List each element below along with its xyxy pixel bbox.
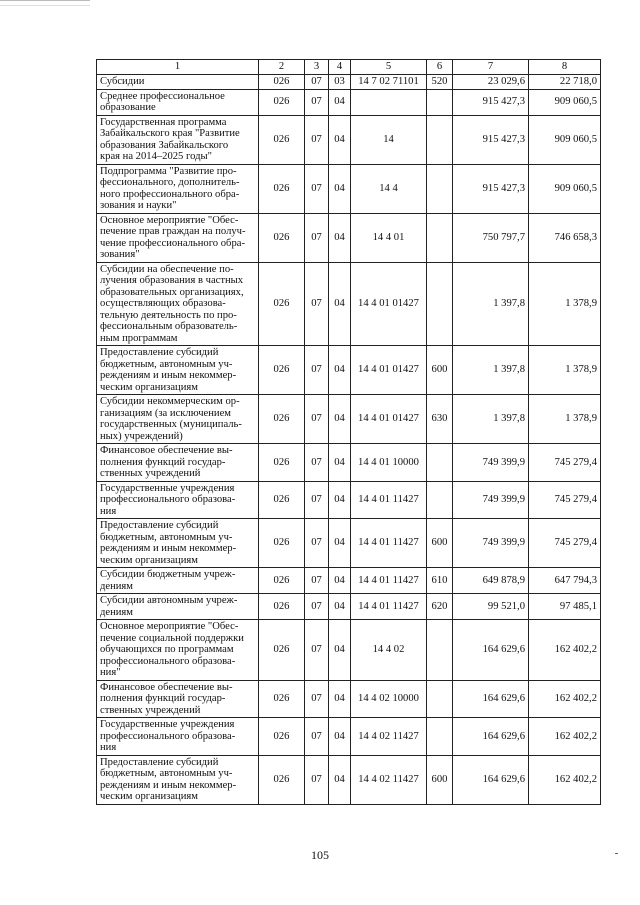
amount-year-2-cell: 1 378,9 bbox=[529, 395, 601, 444]
amount-year-1-cell: 915 427,3 bbox=[453, 115, 529, 164]
subsection-cell: 04 bbox=[329, 594, 351, 620]
expense-type-cell: 610 bbox=[427, 568, 453, 594]
subsection-cell: 04 bbox=[329, 680, 351, 718]
row-name-cell: Государственная программа Забайкальского края "Развитие образования Забайкальского края на 2014–2025 годы" bbox=[97, 115, 259, 164]
expense-type-cell bbox=[427, 620, 453, 681]
admin-code-cell: 026 bbox=[259, 519, 305, 568]
subsection-cell: 04 bbox=[329, 444, 351, 482]
section-cell: 07 bbox=[305, 395, 329, 444]
table-row bbox=[97, 262, 601, 346]
admin-code-cell: 026 bbox=[259, 481, 305, 519]
row-name-cell: Государственные учреждения профессионального образова- ния bbox=[97, 481, 259, 519]
header-row bbox=[97, 60, 601, 75]
amount-year-1-cell: 164 629,6 bbox=[453, 680, 529, 718]
subsection-cell: 04 bbox=[329, 89, 351, 115]
amount-year-2-cell: 162 402,2 bbox=[529, 620, 601, 681]
row-name-cell: Субсидии бюджетным учреж- дениям bbox=[97, 568, 259, 594]
expense-type-cell bbox=[427, 164, 453, 213]
admin-code-cell: 026 bbox=[259, 115, 305, 164]
row-name-cell: Основное мероприятие "Обес- печение социальной поддержки обучающихся по программам профессионального образова- ния" bbox=[97, 620, 259, 681]
header-cell: 4 bbox=[329, 60, 351, 75]
table-row bbox=[97, 75, 601, 90]
table-row bbox=[97, 568, 601, 594]
scan-speck bbox=[615, 853, 618, 854]
header-cell: 6 bbox=[427, 60, 453, 75]
target-article-cell: 14 4 01 10000 bbox=[351, 444, 427, 482]
table-row bbox=[97, 680, 601, 718]
section-cell: 07 bbox=[305, 213, 329, 262]
table-row bbox=[97, 346, 601, 395]
amount-year-1-cell: 649 878,9 bbox=[453, 568, 529, 594]
section-cell: 07 bbox=[305, 444, 329, 482]
amount-year-2-cell: 22 718,0 bbox=[529, 75, 601, 90]
amount-year-1-cell: 99 521,0 bbox=[453, 594, 529, 620]
row-name-cell: Финансовое обеспечение вы- полнения функций государ- ственных учреждений bbox=[97, 680, 259, 718]
subsection-cell: 04 bbox=[329, 213, 351, 262]
row-name-cell: Основное мероприятие "Обес- печение прав граждан на получ- чение профессионального обра- зования" bbox=[97, 213, 259, 262]
expense-type-cell bbox=[427, 89, 453, 115]
expense-type-cell: 600 bbox=[427, 755, 453, 804]
subsection-cell: 04 bbox=[329, 481, 351, 519]
expense-type-cell: 620 bbox=[427, 594, 453, 620]
amount-year-2-cell: 1 378,9 bbox=[529, 262, 601, 346]
amount-year-2-cell: 909 060,5 bbox=[529, 89, 601, 115]
target-article-cell: 14 4 01 11427 bbox=[351, 519, 427, 568]
amount-year-1-cell: 749 399,9 bbox=[453, 444, 529, 482]
expense-type-cell: 520 bbox=[427, 75, 453, 90]
target-article-cell bbox=[351, 89, 427, 115]
amount-year-1-cell: 164 629,6 bbox=[453, 718, 529, 756]
target-article-cell: 14 4 02 bbox=[351, 620, 427, 681]
expense-type-cell bbox=[427, 115, 453, 164]
amount-year-2-cell: 909 060,5 bbox=[529, 115, 601, 164]
table-row bbox=[97, 718, 601, 756]
section-cell: 07 bbox=[305, 620, 329, 681]
amount-year-1-cell: 1 397,8 bbox=[453, 346, 529, 395]
target-article-cell: 14 4 01 11427 bbox=[351, 481, 427, 519]
amount-year-1-cell: 915 427,3 bbox=[453, 164, 529, 213]
subsection-cell: 04 bbox=[329, 755, 351, 804]
target-article-cell: 14 4 02 11427 bbox=[351, 755, 427, 804]
amount-year-1-cell: 750 797,7 bbox=[453, 213, 529, 262]
amount-year-2-cell: 1 378,9 bbox=[529, 346, 601, 395]
table-row bbox=[97, 620, 601, 681]
header-cell: 7 bbox=[453, 60, 529, 75]
amount-year-2-cell: 162 402,2 bbox=[529, 718, 601, 756]
section-cell: 07 bbox=[305, 680, 329, 718]
admin-code-cell: 026 bbox=[259, 444, 305, 482]
expense-type-cell bbox=[427, 680, 453, 718]
row-name-cell: Субсидии на обеспечение по- лучения образования в частных образовательных организациях, осуществляющих образова- тельную деятельность по про- фессиональным образователь- ным программам bbox=[97, 262, 259, 346]
subsection-cell: 04 bbox=[329, 718, 351, 756]
table-row bbox=[97, 481, 601, 519]
header-cell: 2 bbox=[259, 60, 305, 75]
target-article-cell: 14 4 01 11427 bbox=[351, 568, 427, 594]
section-cell: 07 bbox=[305, 346, 329, 395]
table-row bbox=[97, 89, 601, 115]
subsection-cell: 04 bbox=[329, 395, 351, 444]
subsection-cell: 04 bbox=[329, 164, 351, 213]
expense-type-cell bbox=[427, 444, 453, 482]
admin-code-cell: 026 bbox=[259, 89, 305, 115]
expense-type-cell bbox=[427, 481, 453, 519]
subsection-cell: 04 bbox=[329, 115, 351, 164]
amount-year-2-cell: 745 279,4 bbox=[529, 481, 601, 519]
subsection-cell: 04 bbox=[329, 568, 351, 594]
target-article-cell: 14 4 02 10000 bbox=[351, 680, 427, 718]
section-cell: 07 bbox=[305, 755, 329, 804]
table-row bbox=[97, 164, 601, 213]
amount-year-1-cell: 1 397,8 bbox=[453, 395, 529, 444]
amount-year-1-cell: 915 427,3 bbox=[453, 89, 529, 115]
admin-code-cell: 026 bbox=[259, 568, 305, 594]
amount-year-1-cell: 749 399,9 bbox=[453, 519, 529, 568]
target-article-cell: 14 4 bbox=[351, 164, 427, 213]
expense-type-cell: 630 bbox=[427, 395, 453, 444]
section-cell: 07 bbox=[305, 164, 329, 213]
header-cell: 1 bbox=[97, 60, 259, 75]
expense-type-cell bbox=[427, 262, 453, 346]
row-name-cell: Субсидии некоммерческим ор- ганизациям (за исключением государственных (муниципаль- ных) учреждений) bbox=[97, 395, 259, 444]
admin-code-cell: 026 bbox=[259, 594, 305, 620]
header-cell: 8 bbox=[529, 60, 601, 75]
page-number: 105 bbox=[311, 848, 329, 862]
target-article-cell: 14 4 01 01427 bbox=[351, 395, 427, 444]
admin-code-cell: 026 bbox=[259, 620, 305, 681]
subsection-cell: 04 bbox=[329, 620, 351, 681]
table-row bbox=[97, 213, 601, 262]
amount-year-1-cell: 164 629,6 bbox=[453, 620, 529, 681]
amount-year-2-cell: 745 279,4 bbox=[529, 519, 601, 568]
header-cell: 5 bbox=[351, 60, 427, 75]
amount-year-2-cell: 746 658,3 bbox=[529, 213, 601, 262]
admin-code-cell: 026 bbox=[259, 164, 305, 213]
table-row bbox=[97, 444, 601, 482]
target-article-cell: 14 7 02 71101 bbox=[351, 75, 427, 90]
row-name-cell: Государственные учреждения профессионального образова- ния bbox=[97, 718, 259, 756]
row-name-cell: Подпрограмма "Развитие про- фессионального, дополнитель- ного профессионального обра- зования и науки" bbox=[97, 164, 259, 213]
amount-year-1-cell: 749 399,9 bbox=[453, 481, 529, 519]
admin-code-cell: 026 bbox=[259, 75, 305, 90]
section-cell: 07 bbox=[305, 568, 329, 594]
row-name-cell: Предоставление субсидий бюджетным, автономным уч- реждениям и иным некоммер- ческим организациям bbox=[97, 755, 259, 804]
row-name-cell: Предоставление субсидий бюджетным, автономным уч- реждениям и иным некоммер- ческим организациям bbox=[97, 519, 259, 568]
amount-year-1-cell: 1 397,8 bbox=[453, 262, 529, 346]
target-article-cell: 14 4 02 11427 bbox=[351, 718, 427, 756]
section-cell: 07 bbox=[305, 718, 329, 756]
amount-year-1-cell: 23 029,6 bbox=[453, 75, 529, 90]
row-name-cell: Среднее профессиональное образование bbox=[97, 89, 259, 115]
target-article-cell: 14 4 01 01427 bbox=[351, 262, 427, 346]
amount-year-2-cell: 909 060,5 bbox=[529, 164, 601, 213]
section-cell: 07 bbox=[305, 481, 329, 519]
amount-year-1-cell: 164 629,6 bbox=[453, 755, 529, 804]
section-cell: 07 bbox=[305, 262, 329, 346]
expense-type-cell: 600 bbox=[427, 346, 453, 395]
table-row bbox=[97, 395, 601, 444]
expense-type-cell: 600 bbox=[427, 519, 453, 568]
subsection-cell: 04 bbox=[329, 519, 351, 568]
admin-code-cell: 026 bbox=[259, 346, 305, 395]
target-article-cell: 14 4 01 bbox=[351, 213, 427, 262]
admin-code-cell: 026 bbox=[259, 395, 305, 444]
amount-year-2-cell: 162 402,2 bbox=[529, 680, 601, 718]
amount-year-2-cell: 97 485,1 bbox=[529, 594, 601, 620]
table-row bbox=[97, 755, 601, 804]
row-name-cell: Субсидии автономным учреж- дениям bbox=[97, 594, 259, 620]
target-article-cell: 14 bbox=[351, 115, 427, 164]
admin-code-cell: 026 bbox=[259, 755, 305, 804]
table-row bbox=[97, 115, 601, 164]
row-name-cell: Предоставление субсидий бюджетным, автономным уч- реждениям и иным некоммер- ческим организациям bbox=[97, 346, 259, 395]
table-row bbox=[97, 594, 601, 620]
expense-type-cell bbox=[427, 718, 453, 756]
amount-year-2-cell: 647 794,3 bbox=[529, 568, 601, 594]
subsection-cell: 04 bbox=[329, 262, 351, 346]
target-article-cell: 14 4 01 11427 bbox=[351, 594, 427, 620]
admin-code-cell: 026 bbox=[259, 718, 305, 756]
table-body bbox=[97, 60, 601, 805]
scan-edge-mark bbox=[0, 0, 90, 6]
admin-code-cell: 026 bbox=[259, 213, 305, 262]
amount-year-2-cell: 745 279,4 bbox=[529, 444, 601, 482]
admin-code-cell: 026 bbox=[259, 262, 305, 346]
header-cell: 3 bbox=[305, 60, 329, 75]
section-cell: 07 bbox=[305, 89, 329, 115]
subsection-cell: 04 bbox=[329, 346, 351, 395]
row-name-cell: Финансовое обеспечение вы- полнения функций государ- ственных учреждений bbox=[97, 444, 259, 482]
section-cell: 07 bbox=[305, 594, 329, 620]
section-cell: 07 bbox=[305, 115, 329, 164]
budget-table bbox=[96, 59, 601, 805]
amount-year-2-cell: 162 402,2 bbox=[529, 755, 601, 804]
section-cell: 07 bbox=[305, 75, 329, 90]
subsection-cell: 03 bbox=[329, 75, 351, 90]
row-name-cell: Субсидии bbox=[97, 75, 259, 90]
expense-type-cell bbox=[427, 213, 453, 262]
admin-code-cell: 026 bbox=[259, 680, 305, 718]
target-article-cell: 14 4 01 01427 bbox=[351, 346, 427, 395]
table-row bbox=[97, 519, 601, 568]
section-cell: 07 bbox=[305, 519, 329, 568]
